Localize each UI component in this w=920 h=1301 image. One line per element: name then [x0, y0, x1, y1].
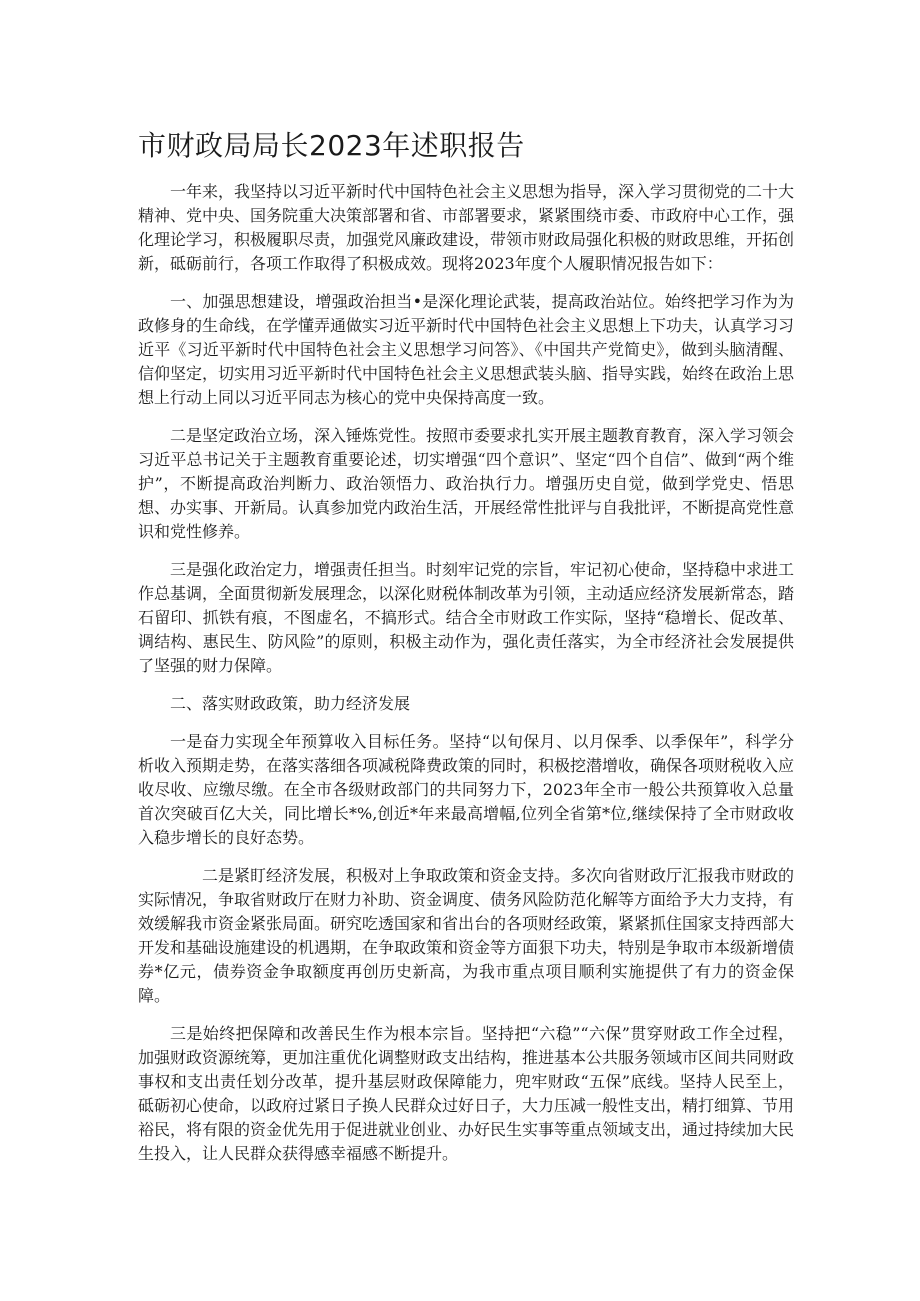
paragraph-section-2-item-1: 一是奋力实现全年预算收入目标任务。坚持“以旬保月、以月保季、以季保年”，科学分析收入预期走势，在落实落细各项减税降费政策的同时，积极挖潜增收，确保各项财税收入应收尽收、应缴尽缴。在全市各级财政部门的共同努力下，2023年全市一般公共预算收入总量首次突破百亿大关，同比增长*%,创近*年来最高增幅,位列全省第*位,继续保持了全市财政收入稳步增长的良好态势。: [138, 732, 795, 847]
paragraph-section-1-item-2: 二是坚定政治立场，深入锤炼党性。按照市委要求扎实开展主题教育教育，深入学习领会习近平总书记关于主题教育重要论述，切实增强“四个意识”、坚定“四个自信”、做到“两个维护”，不断提高政治判断力、政治领悟力、政治执行力。增强历史自觉，做到学党史、悟思想、办实事、开新局。认真参加党内政治生活，开展经常性批评与自我批评，不断提高党性意识和党性修养。: [138, 426, 795, 541]
document-body: [138, 180, 794, 1180]
document-title: 市财政局局长2023年述职报告: [138, 129, 525, 162]
paragraph-section-2-item-3: 三是始终把保障和改善民生作为根本宗旨。坚持把“六稳”“六保”贯穿财政工作全过程，加强财政资源统筹，更加注重优化调整财政支出结构，推进基本公共服务领域市区间共同财政事权和支出责任划分改革，提升基层财政保障能力，兜牢财政“五保”底线。坚持人民至上，砥砺初心使命，以政府过紧日子换人民群众过好日子，大力压减一般性支出，精打细算、节用裕民，将有限的资金优先用于促进就业创业、办好民生实事等重点领域支出，通过持续加大民生投入，让人民群众获得感幸福感不断提升。: [138, 1024, 795, 1163]
paragraph-section-2-item-2: 二是紧盯经济发展，积极对上争取政策和资金支持。多次向省财政厅汇报我市财政的实际情况，争取省财政厅在财力补助、资金调度、债务风险防范化解等方面给予大力支持，有效缓解我市资金紧张局面。研究吃透国家和省出台的各项财经政策，紧紧抓住国家支持西部大开发和基础设施建设的机遇期，在争取政策和资金等方面狠下功夫，特别是争取市本级新增债券*亿元，债券资金争取额度再创历史新高，为我市重点项目顺利实施提供了有力的资金保障。: [138, 866, 795, 1005]
section-heading-2: 二、落实财政政策，助力经济发展: [170, 694, 411, 713]
paragraph-section-1-item-3: 三是强化政治定力，增强责任担当。时刻牢记党的宗旨，牢记初心使命，坚持稳中求进工作总基调，全面贯彻新发展理念，以深化财税体制改革为引领，主动适应经济发展新常态，踏石留印、抓铁有痕，不图虚名，不搞形式。结合全市财政工作实际，坚持“稳增长、促改革、调结构、惠民生、防风险”的原则，积极主动作为，强化责任落实，为全市经济社会发展提供了坚强的财力保障。: [138, 560, 795, 675]
paragraph-intro: 一年来，我坚持以习近平新时代中国特色社会主义思想为指导，深入学习贯彻党的二十大精神、党中央、国务院重大决策部署和省、市部署要求，紧紧围绕市委、市政府中心工作，强化理论学习，积极履职尽责，加强党风廉政建设，带领市财政局强化积极的财政思维，开拓创新，砥砺前行，各项工作取得了积极成效。现将2023年度个人履职情况报告如下：: [138, 182, 795, 273]
paragraph-section-1-item-1: 一、加强思想建设，增强政治担当•是深化理论武装，提高政治站位。始终把学习作为为政修身的生命线，在学懂弄通做实习近平新时代中国特色社会主义思想上下功夫，认真学习习近平《习近平新时代中国特色社会主义思想学习问答》、《中国共产党简史》，做到头脑清醒、信仰坚定，切实用习近平新时代中国特色社会主义思想武装头脑、指导实践，始终在政治上思想上行动上同以习近平同志为核心的党中央保持高度一致。: [138, 292, 795, 407]
